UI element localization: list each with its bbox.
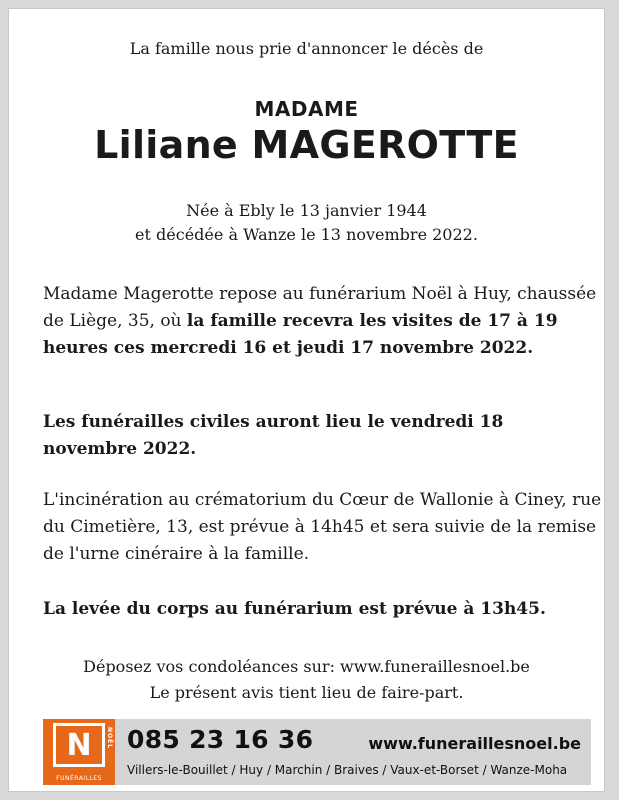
logo-subtitle: FUNÉRAILLES [56,775,102,782]
birth-line: Née à Ebly le 13 janvier 1944 [186,201,427,220]
funeral-home-banner [43,719,591,785]
closing-block [9,654,604,706]
visitation-hours: la famille recevra les visites de 17 à 19 heures ces mercredi 16 et jeudi 17 novembre 2022. [43,311,558,358]
locations-list: Villers-le-Bouillet / Huy / Marchin / Braives / Vaux-et-Borset / Wanze-Moha [127,763,568,777]
notice-line: Le présent avis tient lieu de faire-part. [149,683,464,702]
phone-number: 085 23 16 36 [127,725,314,754]
honorific: MADAME [254,97,359,121]
life-dates [9,199,604,247]
funeral-paragraph: Les funérailles civiles auront lieu le vendredi 18 novembre 2022. [43,412,504,459]
visitation-text: Madame Magerotte repose au funérarium Noël à Huy, chaussée de Liège, 35, où [43,284,597,331]
condolences-line: Déposez vos condoléances sur: www.funeraillesnoel.be [83,657,530,676]
website-link[interactable]: www.funeraillesnoel.be [368,734,581,753]
logo-letter: N [53,723,105,767]
intro-line: La famille nous prie d'annoncer le décès de [129,39,484,58]
deceased-name: Liliane MAGEROTTE [94,123,519,167]
visitation-paragraph [43,281,603,362]
removal-paragraph: La levée du corps au funérarium est prévue à 13h45. [43,599,546,619]
logo-vertical-text: NOËL [106,727,113,750]
obituary-notice [8,8,605,792]
cremation-paragraph: L'incinération au crématorium du Cœur de Wallonie à Ciney, rue du Cimetière, 13, est prévue à 14h45 et sera suivie de la remise de l'urne cinéraire à la famille. [43,490,602,564]
death-line: et décédée à Wanze le 13 novembre 2022. [135,225,478,244]
funeral-home-logo [43,719,115,785]
